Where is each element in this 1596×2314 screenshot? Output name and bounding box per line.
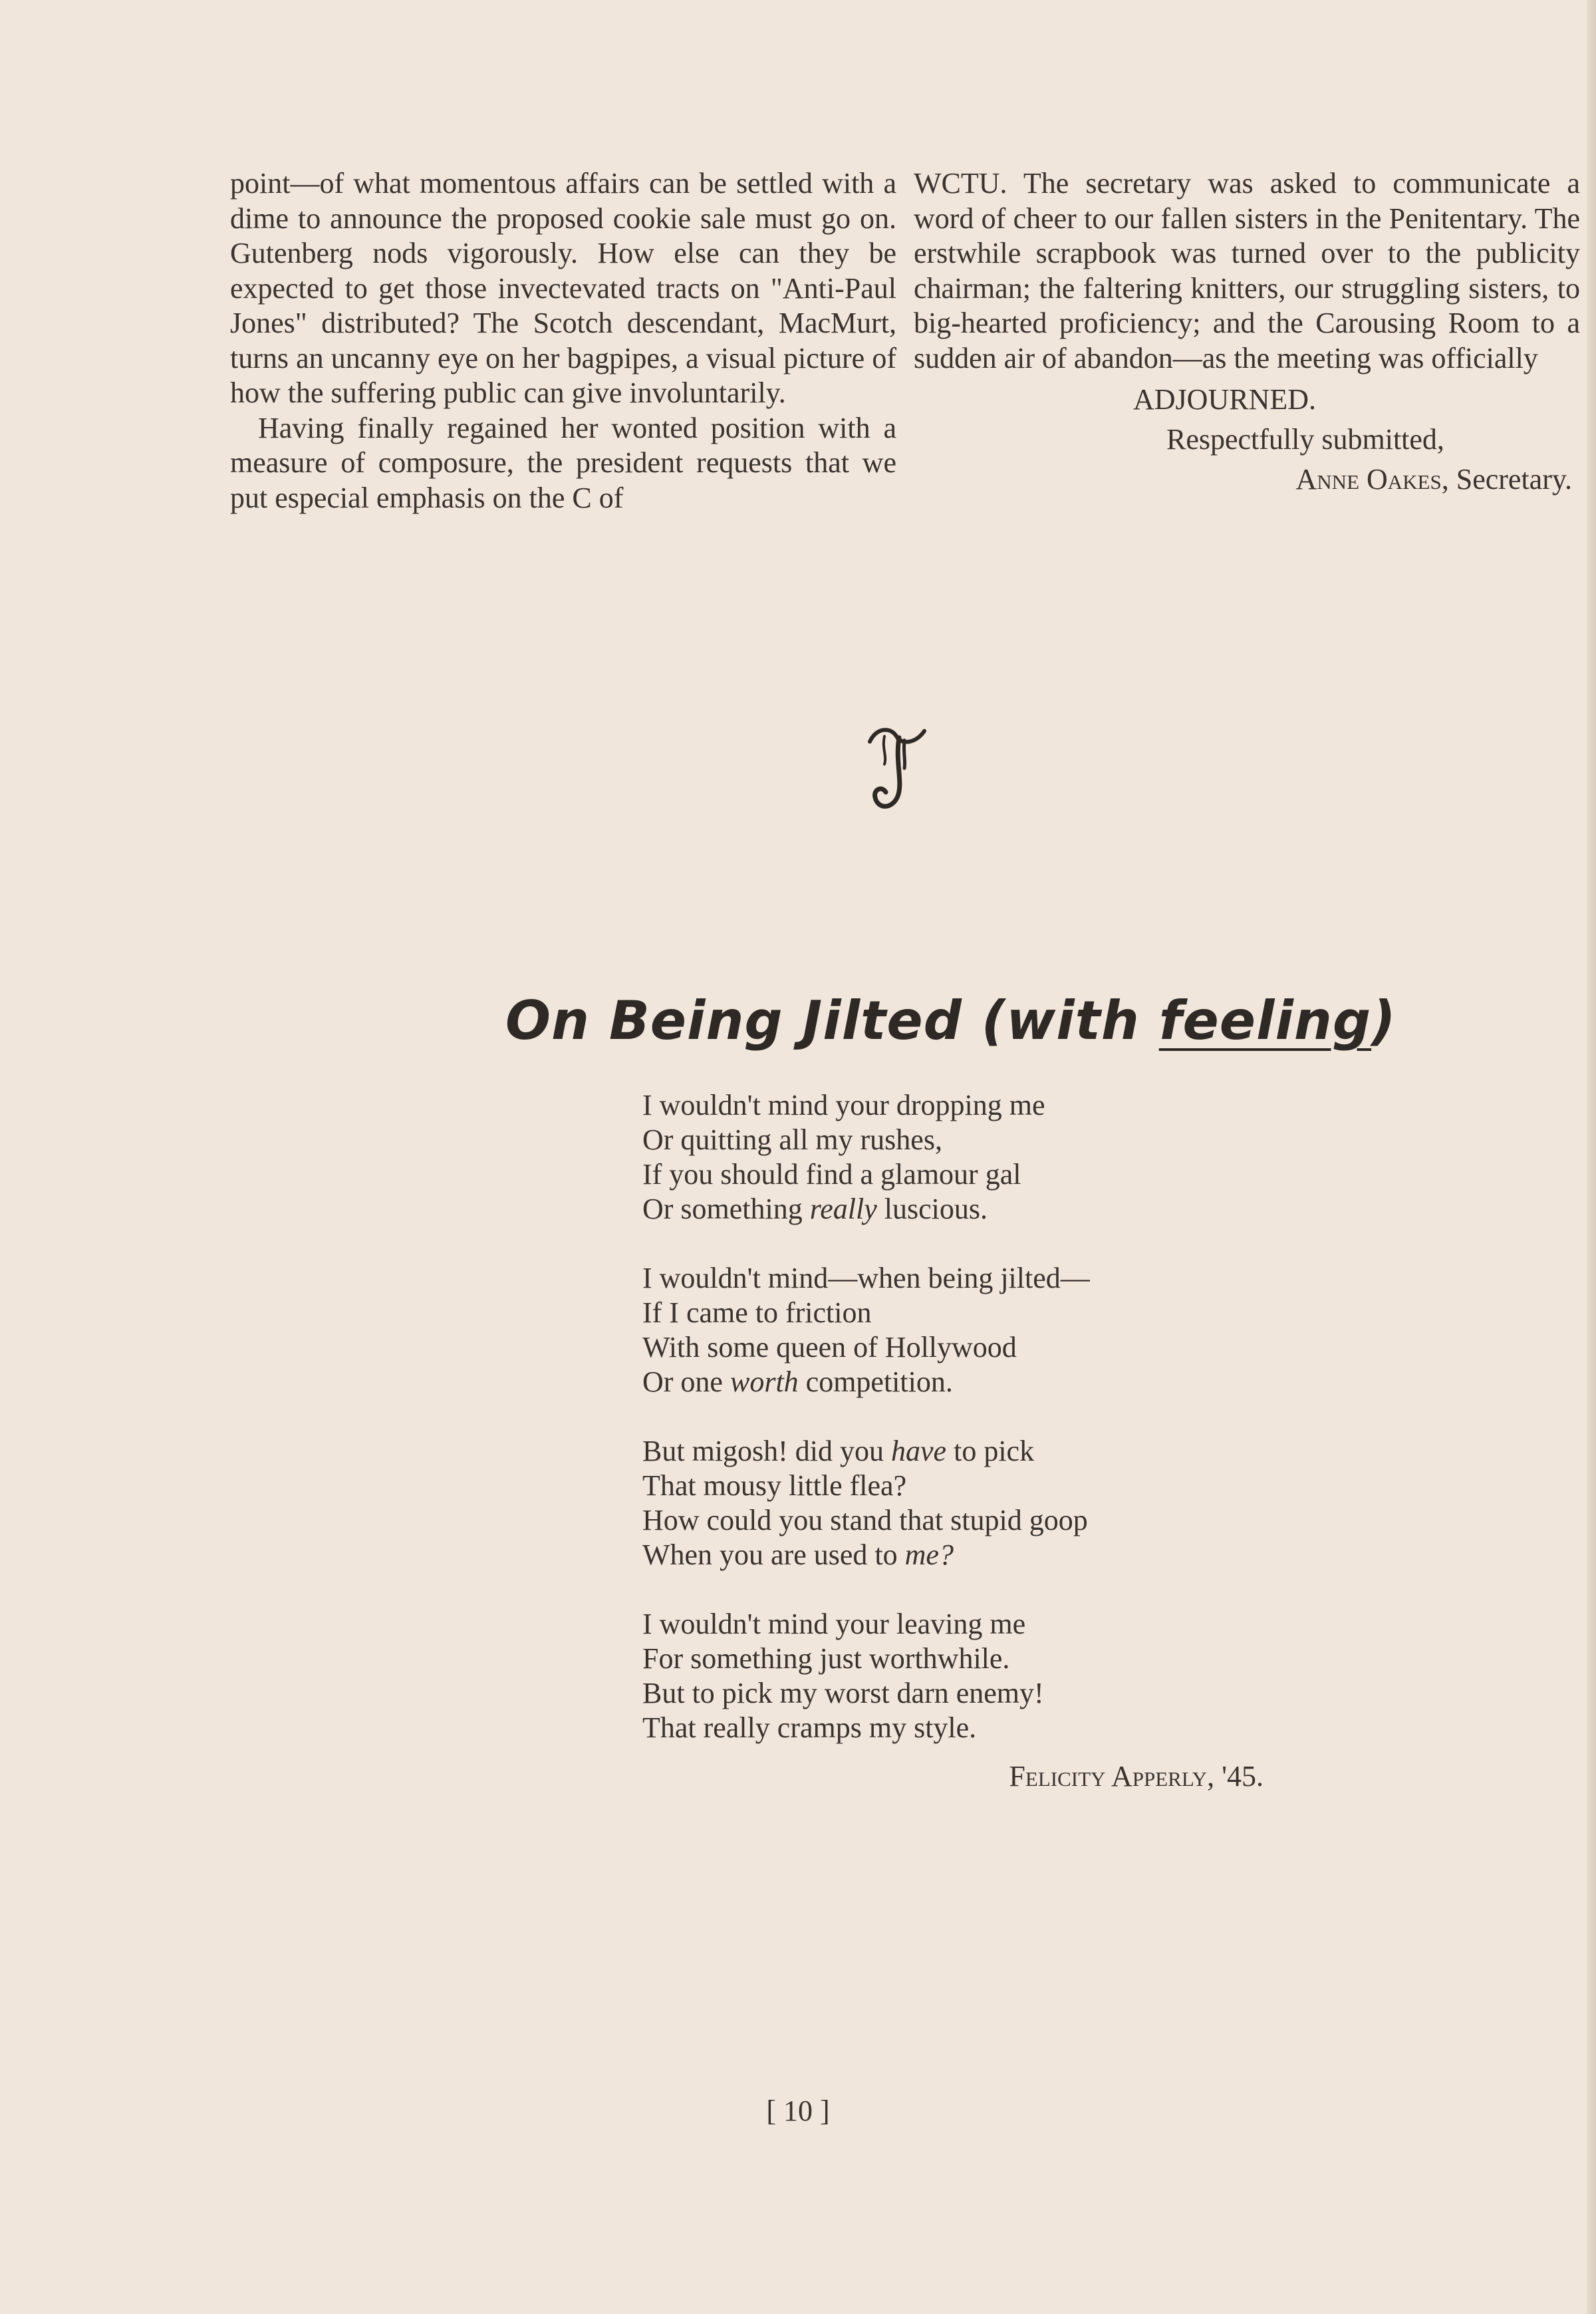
poem-italic-word: really — [809, 1193, 877, 1225]
poem-title-end: ) — [1371, 990, 1396, 1052]
poem-line: For something just worthwhile. — [642, 1642, 1010, 1675]
poem-line: How could you stand that stupid goop — [642, 1504, 1088, 1536]
poem-line: If you should find a glamour gal — [642, 1158, 1021, 1191]
poem-line-part: luscious. — [876, 1193, 988, 1225]
poem-italic-word: me? — [904, 1538, 954, 1571]
poem-author-name: Felicity Apperly — [1009, 1760, 1208, 1793]
poem-line — [642, 1538, 1307, 1572]
poem-line-part: When you are used to — [642, 1538, 905, 1571]
script-t-ornament-icon — [864, 722, 931, 815]
poem-line — [642, 1192, 1307, 1227]
page-edge — [1587, 0, 1596, 2314]
poem-title — [505, 984, 1396, 1058]
poem-stanza — [642, 1434, 1307, 1572]
poem-title-main: On Being Jilted (with — [505, 990, 1159, 1052]
poem-italic-word: have — [891, 1435, 947, 1467]
poem-line: I wouldn't mind your dropping me — [642, 1089, 1045, 1121]
poem-line — [642, 1434, 1307, 1469]
signature-role: , Secretary. — [1441, 463, 1572, 496]
poem-line: Or quitting all my rushes, — [642, 1123, 942, 1156]
article-right-column — [914, 166, 1580, 500]
poem-line: That really cramps my style. — [642, 1711, 977, 1744]
adjourned-heading: ADJOURNED. — [1133, 383, 1316, 416]
poem-stanza — [642, 1088, 1307, 1227]
poem-line-part: to pick — [946, 1435, 1035, 1467]
article-paragraph: WCTU. The secretary was asked to communicate a word of cheer to our fallen sisters in the Penitentary. The erstwhile scrapbook was turned over to the publicity chairman; the faltering knitters, our struggling sisters, to big-hearted proficiency; and the Carousing Room to a sudden air of abandon—as the meeting was officially — [914, 167, 1580, 374]
poem-line: But to pick my worst darn enemy! — [642, 1677, 1044, 1709]
poem-line-part: competition. — [798, 1366, 953, 1398]
poem-line-part: But migosh! did you — [642, 1435, 892, 1467]
poem-line-part: Or something — [642, 1193, 810, 1225]
signature-name: Anne Oakes — [1295, 463, 1442, 496]
poem-author — [798, 1759, 1264, 1794]
poem-line: I wouldn't mind your leaving me — [642, 1608, 1026, 1640]
poem-title-emphasis: feeling — [1158, 990, 1372, 1052]
article-paragraph: Having finally regained her wonted position with a measure of composure, the president requests that we put especial emphasis on the C of — [230, 411, 896, 514]
poem-stanza — [642, 1607, 1307, 1745]
poem-stanza — [642, 1261, 1307, 1399]
poem-line: With some queen of Hollywood — [642, 1331, 1017, 1364]
poem-line: That mousy little flea? — [642, 1469, 907, 1502]
poem-italic-word: worth — [730, 1366, 799, 1398]
poem-line-part: Or one — [642, 1366, 730, 1398]
closing-line: Respectfully submitted, — [1166, 423, 1444, 456]
secretary-signature — [914, 460, 1580, 500]
poem-line: If I came to friction — [642, 1296, 872, 1329]
poem-body — [642, 1088, 1307, 1780]
article-paragraph: point—of what momentous affairs can be settled with a dime to announce the proposed cookie sale must go on. Gutenberg nods vigorously. How else can they be expected to get those invectevated tracts on "Anti-Paul Jones" distributed? The Scotch descendant, MacMurt, turns an uncanny eye on her bagpipes, a visual picture of how the suffering public can give involuntarily. — [230, 167, 896, 409]
poem-line — [642, 1365, 1307, 1399]
poem-line: I wouldn't mind—when being jilted— — [642, 1262, 1090, 1294]
page-number: [ 10 ] — [766, 2095, 830, 2127]
article-left-column — [230, 166, 896, 515]
poem-author-year: , '45. — [1207, 1760, 1264, 1793]
